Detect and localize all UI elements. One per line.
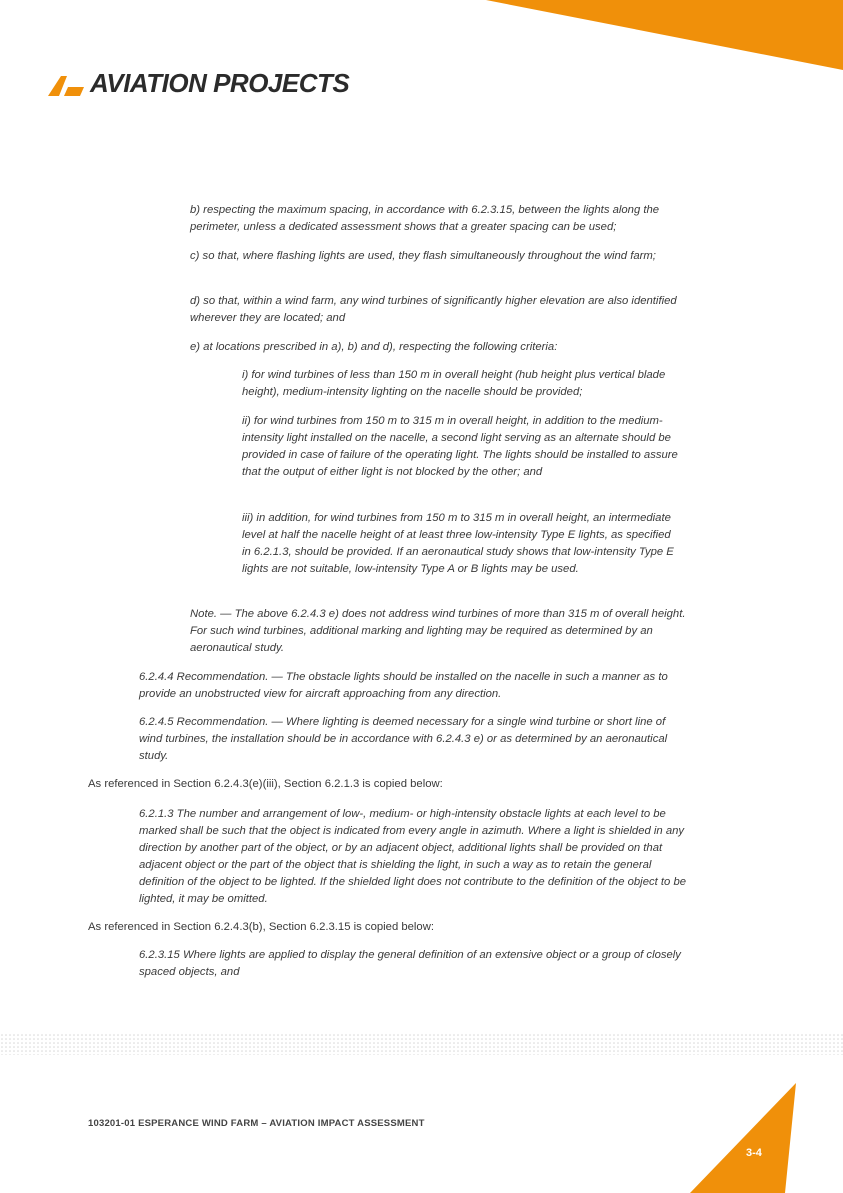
note: Note. — The above 6.2.4.3 e) does not address wind turbines of more than 315 m of overall height. For such wind turbines, additional marking and lighting may be required as determined by an aeronautical study.: [190, 608, 686, 654]
page-number: 3-4: [746, 1147, 762, 1159]
footer-document-title: 103201-01 ESPERANCE WIND FARM – AVIATION IMPACT ASSESSMENT: [88, 1118, 425, 1129]
recommendation-6-2-4-5: 6.2.4.5 Recommendation. — Where lighting is deemed necessary for a single wind turbine or short line of wind turbines, the installation should be in accordance with 6.2.4.3 e) or as determined by an aeronautical study.: [139, 716, 668, 762]
quote-6-2-1-3: 6.2.1.3 The number and arrangement of low-, medium- or high-intensity obstacle lights at each level to be marked shall be such that the object is indicated from every angle in azimuth. Where a light is shielded in any direction by another part of the object, or by an adjacent object, additional lights shall be provided on that adjacent object or the part of the object that is shielding the light, in such a way as to retain the general definition of the object to be lighted. If the shielded light does not contribute to the definition of the object to be lighted, it may be omitted.: [139, 808, 687, 905]
item-e-ii: ii) for wind turbines from 150 m to 315 m in overall height, in addition to the medium-intensity light installed on the nacelle, a second light serving as an alternate should be provided in case of failure of the operating light. The lights should be installed to assure that the output of either light is not blocked by the other; and: [242, 415, 678, 478]
logo-mark-icon: [48, 72, 84, 96]
dotted-divider-band: [0, 1033, 843, 1055]
item-e-i: i) for wind turbines of less than 150 m in overall height (hub height plus vertical blade height), medium-intensity lighting on the nacelle should be provided;: [242, 369, 666, 398]
quote-6-2-3-15: 6.2.3.15 Where lights are applied to display the general definition of an extensive object or a group of closely spaced objects, and: [139, 949, 681, 978]
reference-heading-2: As referenced in Section 6.2.4.3(b), Section 6.2.3.15 is copied below:: [88, 921, 435, 933]
item-e-iii: iii) in addition, for wind turbines from 150 m to 315 m in overall height, an intermediate level at half the nacelle height of at least three low-intensity Type E lights, as specified in 6.2.1.3, should be provided. If an aeronautical study shows that low-intensity Type E lights are not suitable, low-intensity Type A or B lights may be used.: [242, 512, 674, 575]
reference-heading-1: As referenced in Section 6.2.4.3(e)(iii), Section 6.2.1.3 is copied below:: [88, 778, 443, 790]
item-b: b) respecting the maximum spacing, in accordance with 6.2.3.15, between the lights along the perimeter, unless a dedicated assessment shows that a greater spacing can be used;: [190, 204, 660, 233]
company-logo: [48, 68, 349, 99]
recommendation-6-2-4-4: 6.2.4.4 Recommendation. — The obstacle lights should be installed on the nacelle in such a manner as to provide an unobstructed view for aircraft approaching from any direction.: [139, 671, 668, 700]
item-c: c) so that, where flashing lights are used, they flash simultaneously throughout the wind farm;: [190, 250, 656, 262]
item-d: d) so that, within a wind farm, any wind turbines of significantly higher elevation are also identified wherever they are located; and: [190, 295, 677, 324]
logo-text: AVIATION PROJECTS: [90, 68, 350, 98]
footer-accent-triangle: [690, 1080, 843, 1193]
item-e: e) at locations prescribed in a), b) and d), respecting the following criteria:: [190, 341, 558, 353]
